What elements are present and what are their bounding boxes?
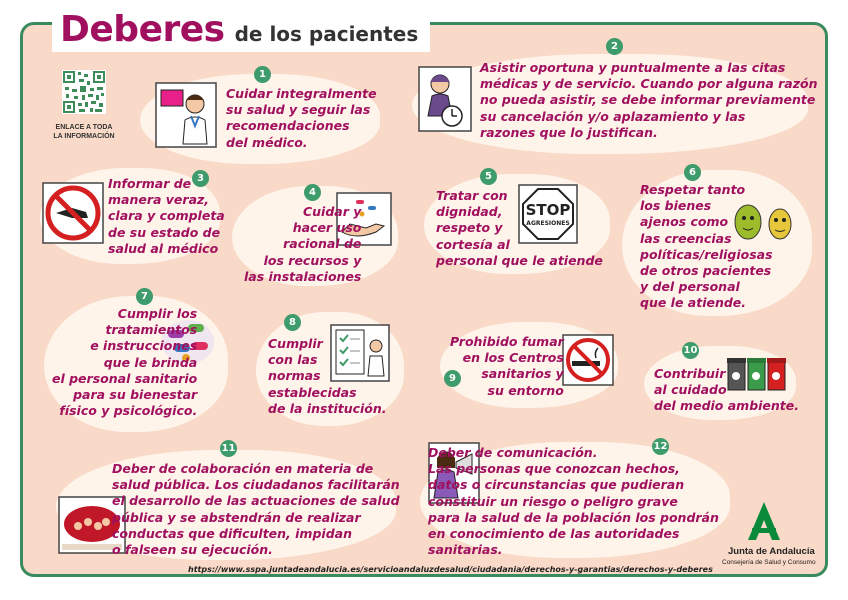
duty-3-text: Informar de manera veraz, clara y completa de su estado de salud al médico [108,176,225,256]
duty-9-text: Prohibido fumar en los Centros sanitarios y su entorno [450,334,564,398]
duty-4-number: 4 [304,184,321,201]
duty-1-text: Cuidar integralmente su salud y seguir las recomendaciones del médico. [226,86,377,150]
page-subtitle: de los pacientes [234,22,419,46]
duty-8-number: 8 [284,314,301,331]
duty-3-number: 3 [192,170,209,187]
duty-1-number: 1 [254,66,271,83]
duty-10-text: Contribuir al cuidado del medio ambiente. [654,366,800,414]
no-hiding-icon [42,182,104,244]
duty-5-text: Tratar con dignidad, respeto y cortesía al personal que le atiende [436,188,603,268]
duty-7-text: Cumplir los tratamientos e instrucciones que le brinda el personal sanitario para su bienestar físico y psicológico. [52,306,198,419]
qr-code-icon[interactable] [62,70,106,114]
duty-4-text: Cuidar y hacer uso racional de los recursos y las instalaciones [244,204,362,284]
duty-7-number: 7 [136,288,153,305]
stop-sign-word: STOP [525,201,571,219]
woman-clock-icon [418,66,472,132]
duty-11-number: 11 [220,440,237,457]
doctor-icon [155,82,217,148]
duty-2-text: Asistir oportuna y puntualmente a las citas médicas y de servicio. Cuando por alguna razón no pueda asistir, se debe informar previamente su cancelación y/o aplazamiento y las razones que lo justifican. [480,60,818,140]
duty-9-number: 9 [444,370,461,387]
duty-12-number: 12 [652,438,669,455]
title-box [52,8,430,52]
footer-url-link[interactable]: https://www.sspa.juntadeandalucia.es/servicioandaluzdesalud/ciudadania/derechos-y-garantias/derechos-y-deberes [188,565,713,574]
duty-11-text: Deber de colaboración en materia de salud pública. Los ciudadanos facilitarán el desarrollo de las actuaciones de salud pública y se abstendrán de realizar conductas que dificulten, impidan o falseen su ejecución. [112,461,400,558]
qr-caption: ENLACE A TODA LA INFORMACIÓN [53,124,115,140]
stop-sign-subword: AGRESIONES [526,220,570,227]
org-name: Junta de Andalucía [728,546,815,557]
no-smoking-icon [562,334,614,386]
duty-5-number: 5 [480,168,497,185]
org-dept: Consejería de Salud y Consumo [722,559,816,566]
duty-2-number: 2 [606,38,623,55]
duty-12-text: Deber de comunicación. Las personas que conozcan hechos, datos o circunstancias que pudieran constituir un riesgo o peligro grave para la salud de la población los pondrán en conocimiento de las autoridades sanitarias. [428,445,719,558]
junta-logo-icon [744,500,784,544]
duty-8-text: Cumplir con las normas establecidas de la institución. [268,336,387,416]
duty-6-number: 6 [684,164,701,181]
page-title: Deberes [60,9,225,50]
duty-10-number: 10 [682,342,699,359]
duty-6-text: Respetar tanto los bienes ajenos como las creencias políticas/religiosas de otros pacientes y del personal que le atiende. [640,182,773,311]
